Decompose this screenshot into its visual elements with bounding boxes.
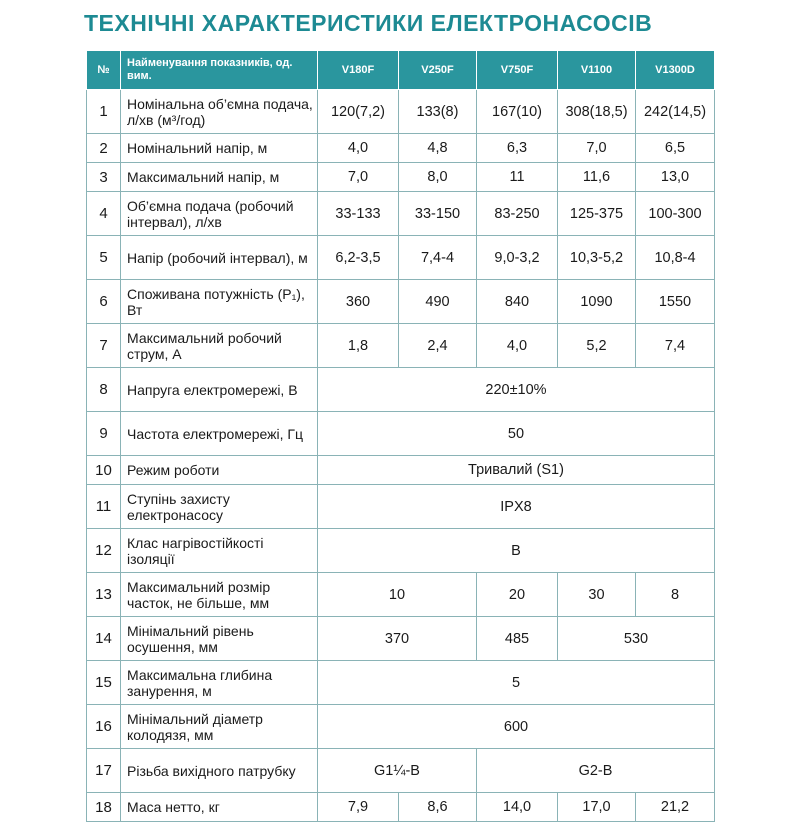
cell-value: 7,0 <box>558 134 636 163</box>
cell-value: 7,9 <box>318 793 399 822</box>
table-row <box>87 793 715 822</box>
cell-value-v180f-v250f: 10 <box>318 573 477 617</box>
row-number: 5 <box>87 236 121 280</box>
table-row <box>87 163 715 192</box>
cell-value: 21,2 <box>636 793 715 822</box>
cell-value: 9,0-3,2 <box>477 236 558 280</box>
row-label: Мінімальний рівень осушення, мм <box>121 617 318 661</box>
table-row <box>87 485 715 529</box>
cell-value-all-models: 600 <box>318 705 715 749</box>
row-label: Напір (робочий інтервал), м <box>121 236 318 280</box>
cell-value-all-models: IPX8 <box>318 485 715 529</box>
page-title: ТЕХНІЧНІ ХАРАКТЕРИСТИКИ ЕЛЕКТРОНАСОСІВ <box>84 10 653 36</box>
cell-value: 6,2-3,5 <box>318 236 399 280</box>
row-label: Максимальний робочий струм, А <box>121 324 318 368</box>
table-row <box>87 90 715 134</box>
table-row <box>87 529 715 573</box>
cell-value-all-models: 220±10% <box>318 368 715 412</box>
cell-value-v750f: 485 <box>477 617 558 661</box>
cell-value: 7,4-4 <box>399 236 477 280</box>
header-model-v250f: V250F <box>399 51 477 90</box>
cell-value: 100-300 <box>636 192 715 236</box>
table-row <box>87 134 715 163</box>
table-row <box>87 573 715 617</box>
header-model-v1100: V1100 <box>558 51 636 90</box>
specs-table <box>86 50 715 822</box>
header-model-v180f: V180F <box>318 51 399 90</box>
cell-value-v1300d: 8 <box>636 573 715 617</box>
row-number: 13 <box>87 573 121 617</box>
cell-value: 6,5 <box>636 134 715 163</box>
row-number: 3 <box>87 163 121 192</box>
row-label: Номінальний напір, м <box>121 134 318 163</box>
cell-value-v180f-v250f: 370 <box>318 617 477 661</box>
cell-value: 1090 <box>558 280 636 324</box>
row-number: 8 <box>87 368 121 412</box>
cell-value: 17,0 <box>558 793 636 822</box>
cell-value: 33-133 <box>318 192 399 236</box>
cell-value: 6,3 <box>477 134 558 163</box>
cell-value: 490 <box>399 280 477 324</box>
cell-value: 840 <box>477 280 558 324</box>
table-row <box>87 617 715 661</box>
table-row <box>87 661 715 705</box>
row-label: Режим роботи <box>121 456 318 485</box>
cell-value: 1550 <box>636 280 715 324</box>
row-number: 1 <box>87 90 121 134</box>
cell-value-v750f-v1300d: G2-B <box>477 749 715 793</box>
cell-value: 4,0 <box>477 324 558 368</box>
row-label: Максимальний розмір часток, не більше, мм <box>121 573 318 617</box>
row-label: Об’ємна подача (робочий інтервал), л/хв <box>121 192 318 236</box>
row-number: 7 <box>87 324 121 368</box>
header-model-v750f: V750F <box>477 51 558 90</box>
table-row <box>87 412 715 456</box>
cell-value-v1100-v1300d: 530 <box>558 617 715 661</box>
row-number: 2 <box>87 134 121 163</box>
table-row <box>87 456 715 485</box>
cell-value: 120(7,2) <box>318 90 399 134</box>
cell-value-all-models: 5 <box>318 661 715 705</box>
row-number: 17 <box>87 749 121 793</box>
cell-value: 308(18,5) <box>558 90 636 134</box>
row-number: 4 <box>87 192 121 236</box>
row-label: Частота електромережі, Гц <box>121 412 318 456</box>
header-parameter-name: Найменування показників, од. вим. <box>121 51 318 90</box>
row-number: 9 <box>87 412 121 456</box>
cell-value: 2,4 <box>399 324 477 368</box>
cell-value: 7,0 <box>318 163 399 192</box>
cell-value: 133(8) <box>399 90 477 134</box>
table-row <box>87 280 715 324</box>
cell-value: 125-375 <box>558 192 636 236</box>
row-number: 15 <box>87 661 121 705</box>
table-row <box>87 324 715 368</box>
cell-value: 11,6 <box>558 163 636 192</box>
cell-value-all-models: B <box>318 529 715 573</box>
row-label: Різьба вихідного патрубку <box>121 749 318 793</box>
cell-value: 13,0 <box>636 163 715 192</box>
cell-value: 167(10) <box>477 90 558 134</box>
table-row <box>87 705 715 749</box>
table-row <box>87 236 715 280</box>
cell-value: 83-250 <box>477 192 558 236</box>
row-number: 11 <box>87 485 121 529</box>
cell-value: 242(14,5) <box>636 90 715 134</box>
row-label: Максимальна глибина занурення, м <box>121 661 318 705</box>
row-label: Напруга електромережі, В <box>121 368 318 412</box>
cell-value-v1100: 30 <box>558 573 636 617</box>
cell-value-v750f: 20 <box>477 573 558 617</box>
row-number: 14 <box>87 617 121 661</box>
cell-value: 7,4 <box>636 324 715 368</box>
row-label: Номінальна об’ємна подача, л/хв (м³/год) <box>121 90 318 134</box>
header-row <box>87 51 715 90</box>
cell-value: 10,8-4 <box>636 236 715 280</box>
cell-value: 360 <box>318 280 399 324</box>
row-label: Споживана потужність (P₁), Вт <box>121 280 318 324</box>
row-label: Максимальний напір, м <box>121 163 318 192</box>
table-row <box>87 368 715 412</box>
cell-value: 4,8 <box>399 134 477 163</box>
cell-value-all-models: 50 <box>318 412 715 456</box>
row-label: Маса нетто, кг <box>121 793 318 822</box>
row-number: 6 <box>87 280 121 324</box>
table-row <box>87 192 715 236</box>
row-number: 16 <box>87 705 121 749</box>
row-label: Мінімальний діаметр колодязя, мм <box>121 705 318 749</box>
cell-value-v180f-v250f: G1¼-B <box>318 749 477 793</box>
cell-value: 10,3-5,2 <box>558 236 636 280</box>
cell-value: 8,6 <box>399 793 477 822</box>
cell-value: 33-150 <box>399 192 477 236</box>
row-number: 12 <box>87 529 121 573</box>
cell-value: 11 <box>477 163 558 192</box>
table-row <box>87 749 715 793</box>
header-model-v1300d: V1300D <box>636 51 715 90</box>
row-number: 18 <box>87 793 121 822</box>
cell-value: 1,8 <box>318 324 399 368</box>
row-number: 10 <box>87 456 121 485</box>
row-label: Клас нагрівостійкості ізоляції <box>121 529 318 573</box>
cell-value: 14,0 <box>477 793 558 822</box>
cell-value: 8,0 <box>399 163 477 192</box>
cell-value: 4,0 <box>318 134 399 163</box>
cell-value-all-models: Тривалий (S1) <box>318 456 715 485</box>
cell-value: 5,2 <box>558 324 636 368</box>
row-label: Ступінь захисту електронасосу <box>121 485 318 529</box>
header-number: № <box>87 51 121 90</box>
